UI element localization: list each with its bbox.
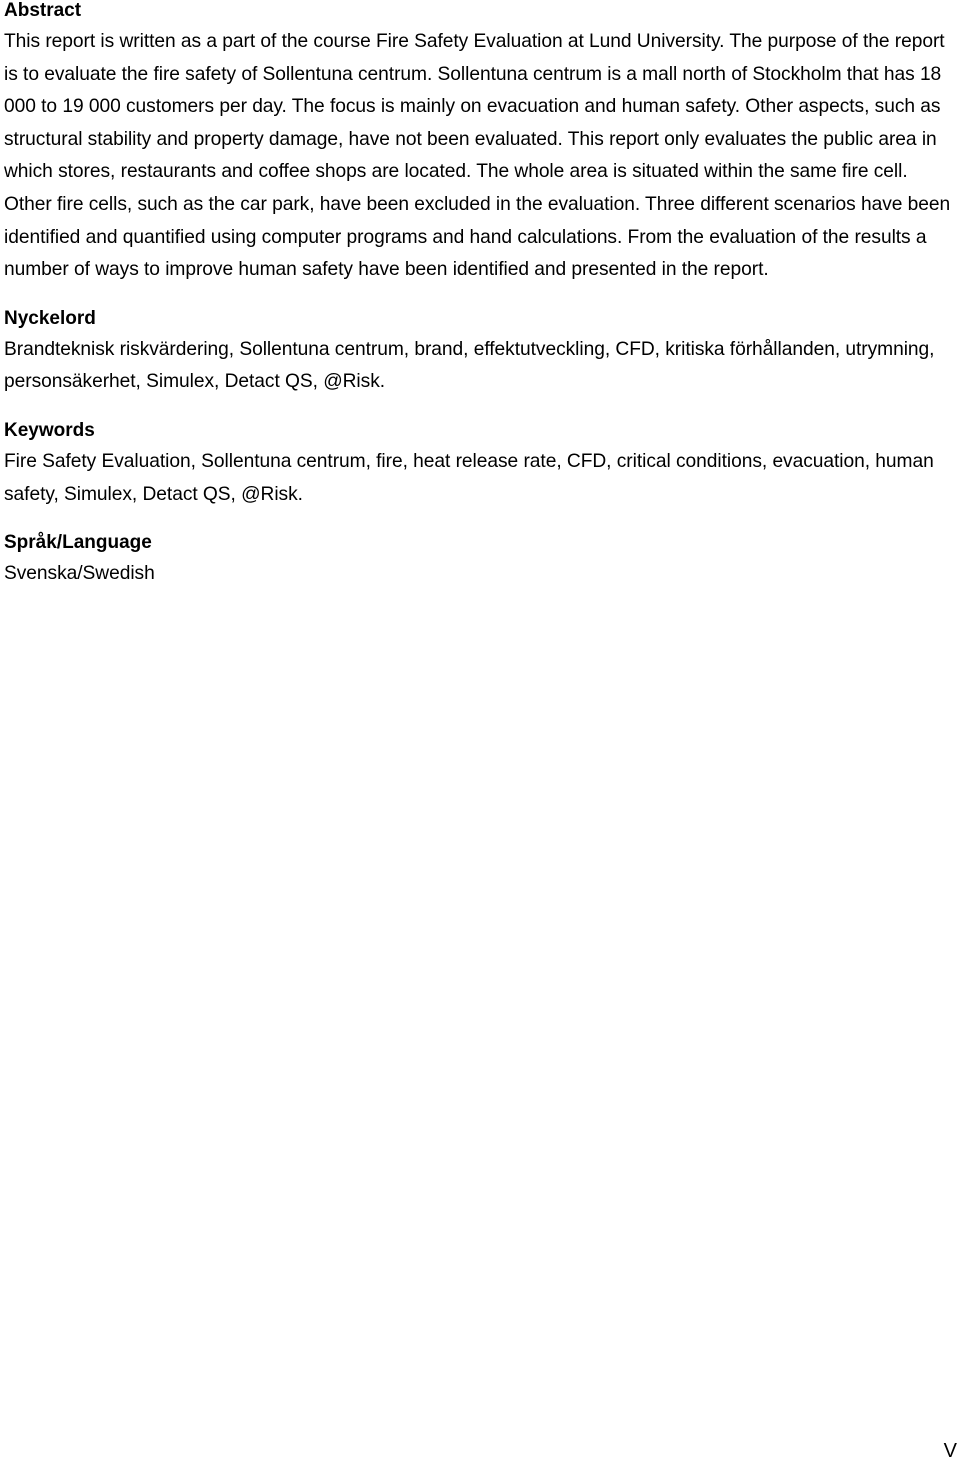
- nyckelord-heading: Nyckelord: [4, 307, 96, 329]
- keywords-heading: Keywords: [4, 419, 95, 441]
- keywords-text: Fire Safety Evaluation, Sollentuna centrum, fire, heat release rate, CFD, critical conditions, evacuation, human safety, Simulex, Detact QS, @Risk.: [4, 450, 934, 505]
- language-heading: Språk/Language: [4, 532, 152, 554]
- abstract-text: This report is written as a part of the course Fire Safety Evaluation at Lund University. The purpose of the report is to evaluate the fire safety of Sollentuna centrum. Sollentuna centrum is a mall north of Stockholm that has 18 000 to 19 000 customers per day. The focus is mainly on evacuation and human safety. Other aspects, such as structural stability and property damage, have not been evaluated. This report only evaluates the public area in which stores, restaurants and coffee shops are located. The whole area is situated within the same fire cell. Other fire cells, such as the car park, have been excluded in the evaluation. Three different scenarios have been identified and quantified using computer programs and hand calculations. From the evaluation of the results a number of ways to improve human safety have been identified and presented in the report.: [4, 31, 951, 281]
- language-text: Svenska/Swedish: [4, 563, 155, 585]
- abstract-heading: Abstract: [4, 0, 82, 21]
- language-section: [4, 532, 954, 591]
- abstract-section: [4, 0, 954, 287]
- document-page: [4, 0, 954, 591]
- nyckelord-section: [4, 308, 954, 399]
- keywords-section: [4, 420, 954, 511]
- page-number: V: [943, 1440, 957, 1462]
- nyckelord-text: Brandteknisk riskvärdering, Sollentuna centrum, brand, effektutveckling, CFD, kritiska förhållanden, utrymning, personsäkerhet, Simulex, Detact QS, @Risk.: [4, 338, 935, 393]
